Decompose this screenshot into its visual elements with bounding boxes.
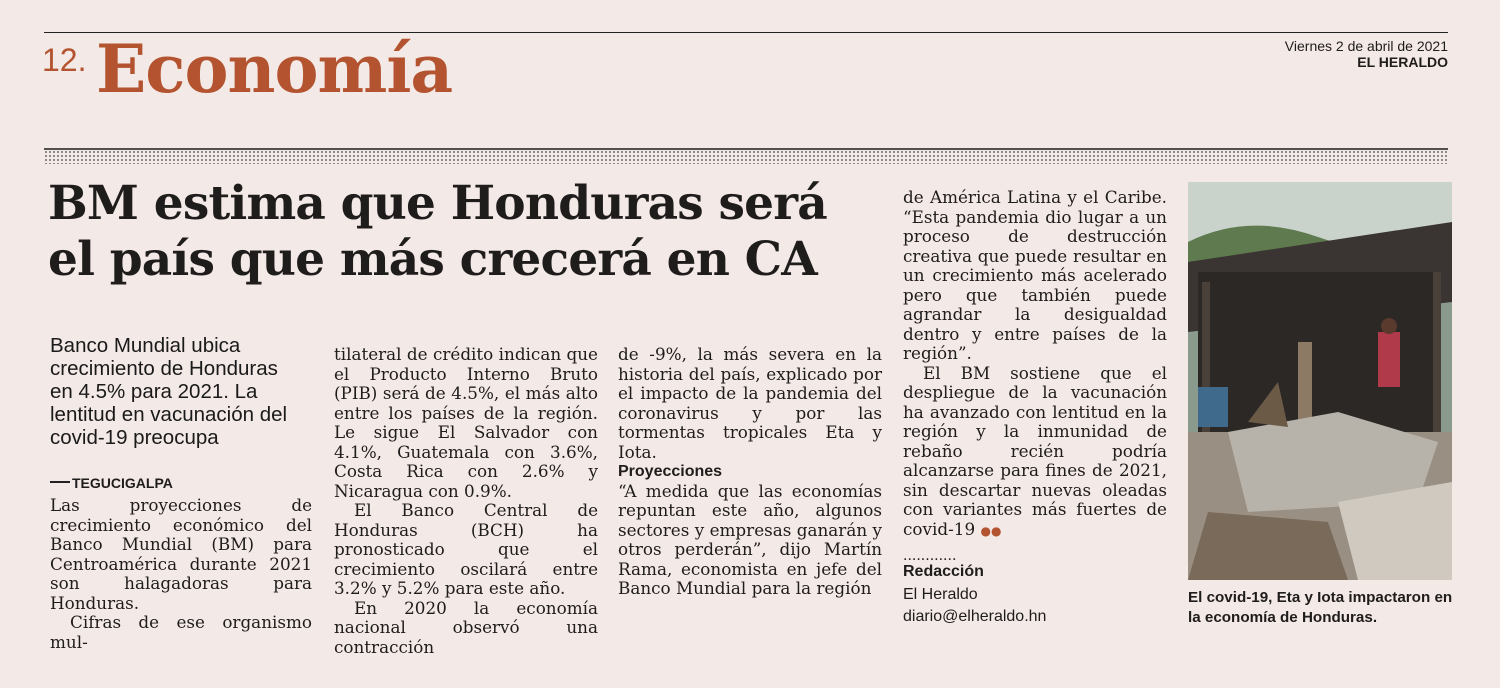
paragraph: de América Latina y el Caribe. “Esta pandemia dio lugar a un proceso de destrucción creativa que puede resultar en un crecimiento más acelerado pero que también puede agrandar la desigualdad dentro y entre países de la región”. bbox=[903, 187, 1167, 363]
paragraph: Cifras de ese organismo mul- bbox=[50, 612, 312, 652]
paragraph bbox=[903, 364, 1167, 542]
headline bbox=[48, 176, 908, 288]
subsection-heading: Proyecciones bbox=[618, 463, 723, 480]
headline-line-2: el país que más crecerá en CA bbox=[48, 232, 817, 287]
subhead: Banco Mundial ubica crecimiento de Honduras en 4.5% para 2021. La lentitud en vacunación del covid-19 preocupa bbox=[50, 334, 288, 449]
paragraph: En 2020 la economía nacional observó una contracción bbox=[334, 597, 598, 657]
signature-role: Redacción bbox=[903, 563, 984, 580]
signature-name: El Heraldo bbox=[903, 586, 978, 603]
paragraph: de -9%, la más severa en la historia del país, explicado por el impacto de la pandemia del coronavirus y por las tormentas tropicales Eta y Iota. bbox=[618, 344, 882, 462]
section-title: Economía bbox=[96, 30, 453, 108]
dotted-divider bbox=[44, 148, 1448, 164]
page-number: 12. bbox=[42, 42, 87, 78]
paragraph: “A medida que las economías repuntan este año, algunos sectores y empresas ganarán y otros perderán”, dijo Martín Rama, economista en jefe del Banco Mundial para la región bbox=[618, 480, 882, 598]
article-photo bbox=[1188, 182, 1452, 580]
dateline-bar bbox=[50, 481, 70, 483]
paragraph: tilateral de crédito indican que el Producto Interno Bruto (PIB) será de 4.5%, el más alto entre los países de la región. Le sigue El Salvador con 4.1%, Guatemala con 3.6%, Costa Rica con 2.6% y Nicaragua con 0.9%. bbox=[334, 344, 598, 501]
paragraph: Las proyecciones de crecimiento económico del Banco Mundial (BM) para Centroamérica durante 2021 son halagadoras para Honduras. bbox=[50, 495, 312, 613]
photo-caption: El covid-19, Eta y Iota impactaron en la economía de Honduras. bbox=[1188, 589, 1453, 626]
end-mark: ●● bbox=[980, 523, 1002, 538]
headline-line-1: BM estima que Honduras será bbox=[48, 176, 827, 231]
paragraph: El Banco Central de Honduras (BCH) ha pronosticado que el crecimiento oscilará entre 3.2% y 5.2% para este año. bbox=[334, 500, 598, 598]
column-1 bbox=[50, 496, 312, 652]
column-4 bbox=[903, 188, 1167, 541]
column-2 bbox=[334, 345, 598, 657]
dateline: TEGUCIGALPA bbox=[72, 475, 173, 491]
column-3 bbox=[618, 345, 882, 599]
signature-email: diario@elheraldo.hn bbox=[903, 608, 1047, 625]
paragraph-text: El BM sostiene que el despliegue de la vacunación ha avanzado con lentitud en la región y la inmunidad de rebaño recién podría alcanzarse para fines de 2021, sin descartar nuevas oleadas con variantes más fuertes de covid-19 bbox=[903, 362, 1167, 539]
signature-separator: ............ bbox=[903, 548, 957, 564]
publication-date: Viernes 2 de abril de 2021 bbox=[1284, 38, 1448, 54]
newspaper-name: EL HERALDO bbox=[1357, 54, 1448, 70]
photo-illustration bbox=[1188, 182, 1452, 580]
